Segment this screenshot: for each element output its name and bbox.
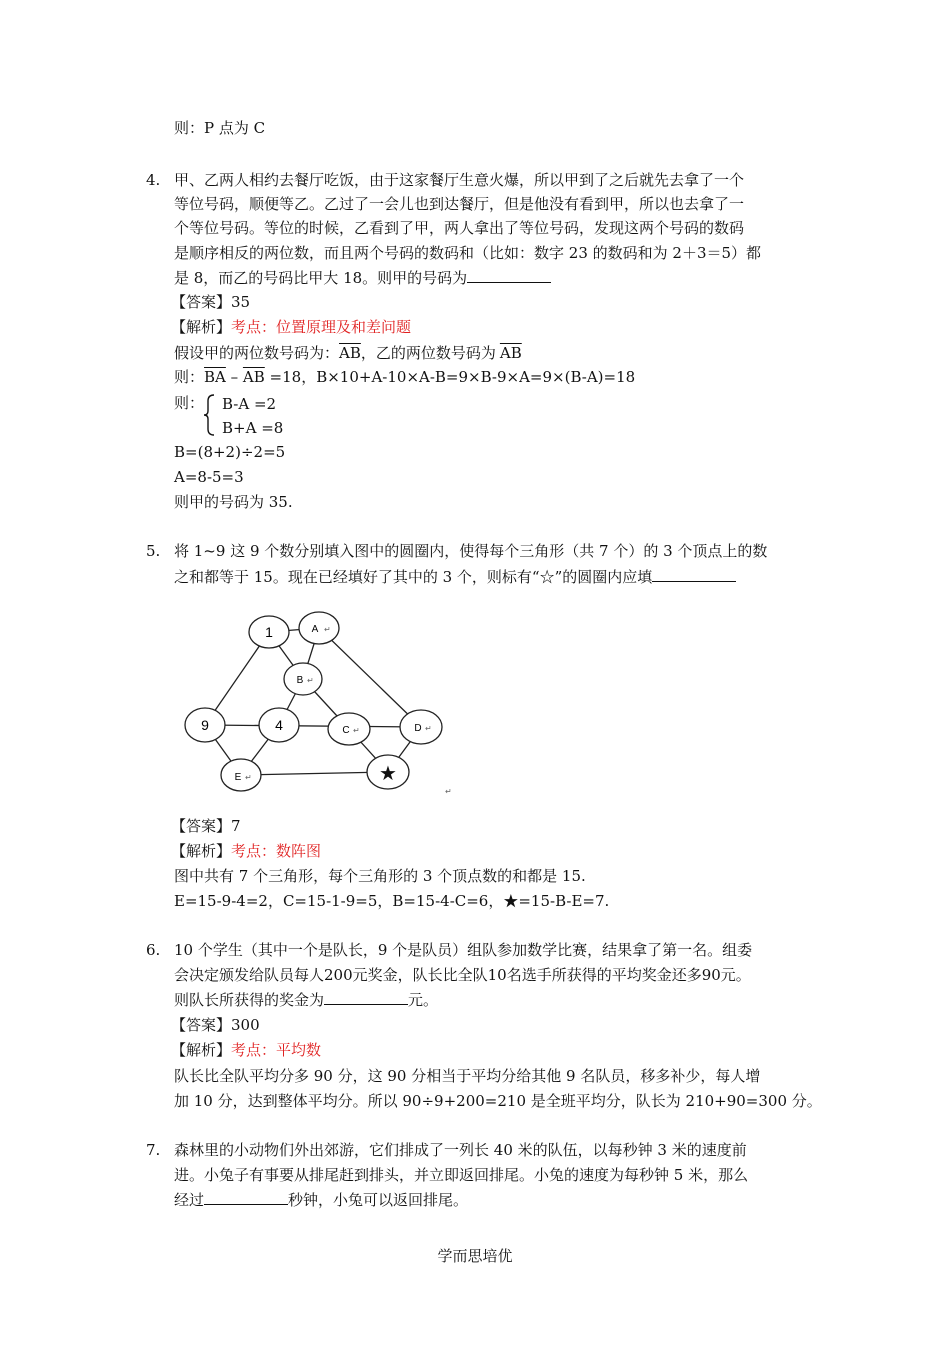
question-text-line: 个等位号码。等位的时候，乙看到了甲，两人拿出了等位号码，发现这两个号码的数码 [174, 219, 745, 237]
answer-line: 【答案】300 [171, 1016, 260, 1034]
node-label-4: 4 [275, 717, 283, 733]
question-text-line: 森林里的小动物们外出郊游，它们排成了一列长 40 米的队伍，以每秒钟 3 米的速度前 [174, 1141, 747, 1159]
question-text-line: 是顺序相反的两位数，而且两个号码的数码和（比如：数字 23 的数码和为 2＋3＝5）都 [174, 244, 762, 262]
equation-1: B-A =2 [222, 395, 277, 413]
previous-answer-line: 则：P 点为 C [174, 119, 266, 137]
question-text-line: 会决定颁发给队员每人200元奖金，队长比全队10名选手所获得的平均奖金还多90元。 [174, 966, 751, 984]
page-footer: 学而思培优 [437, 1247, 513, 1265]
answer-blank [652, 567, 736, 582]
minus-sign: – [225, 368, 243, 386]
solution-text: 假设甲的两位数号码为： [174, 344, 340, 362]
solution-line [174, 367, 635, 387]
return-mark: ↵ [324, 625, 331, 634]
answer-blank [324, 990, 408, 1005]
node-label-b: B [296, 675, 304, 686]
question-number: 4. [146, 171, 161, 189]
question-text-line: 进。小兔子有事要从排尾赶到排头，并立即返回排尾。小兔的速度为每秒钟 5 米，那么 [174, 1166, 749, 1184]
question-text-line: 将 1~9 这 9 个数分别填入图中的圆圈内，使得每个三角形（共 7 个）的 3 个顶点上的数 [174, 542, 768, 560]
return-mark: ↵ [445, 787, 452, 796]
question-text: 秒钟，小兔可以返回排尾。 [288, 1191, 469, 1209]
diagram-nodes [185, 612, 442, 791]
equation-2: B+A =8 [222, 419, 284, 437]
solution-line: B=(8+2)÷2=5 [174, 443, 286, 461]
number-ab: $\overline{AB}$ [499, 344, 522, 362]
question-text-line [174, 268, 551, 288]
analysis-line [171, 841, 321, 861]
analysis-line [171, 317, 411, 337]
node-label-a: A [311, 624, 319, 635]
answer-blank [204, 1190, 288, 1205]
node-label-1: 1 [265, 624, 273, 640]
return-mark: ↵ [353, 726, 360, 735]
solution-text: 则： [174, 368, 205, 386]
question-number: 6. [146, 941, 161, 959]
solution-line [174, 343, 522, 363]
question-text-line: 等位号码，顺便等乙。乙过了一会儿也到达餐厅，但是他没有看到甲，所以也去拿了一 [174, 195, 745, 213]
answer-blank [467, 268, 551, 283]
number-array-diagram [176, 604, 461, 800]
question-text: 元。 [408, 991, 439, 1009]
analysis-label: 【解析】 [171, 1041, 232, 1059]
number-ab: $\overline{AB}$ [242, 368, 265, 386]
solution-line: 队长比全队平均分多 90 分，这 90 分相当于平均分给其他 9 名队员，移多补少，每人增 [174, 1067, 761, 1085]
node-label-d: D [414, 723, 422, 734]
star-icon: ★ [379, 763, 397, 785]
node-label-c: C [342, 725, 350, 736]
analysis-label: 【解析】 [171, 842, 232, 860]
node-label-e: E [234, 772, 242, 783]
solution-text: ，乙的两位数号码为 [360, 344, 496, 362]
question-text-line [174, 990, 438, 1010]
question-text: 经过 [174, 1191, 205, 1209]
left-brace-icon [202, 393, 216, 437]
question-text: 是 8，而乙的号码比甲大 18。则甲的号码为 [174, 269, 468, 287]
number-ab: $\overline{AB}$ [339, 344, 361, 362]
return-mark: ↵ [307, 676, 314, 685]
answer-line: 【答案】7 [171, 817, 241, 835]
question-text-line: 甲、乙两人相约去餐厅吃饭，由于这家餐厅生意火爆，所以甲到了之后就先去拿了一个 [174, 171, 745, 189]
analysis-topic: 考点：位置原理及和差问题 [231, 318, 412, 336]
question-text-line: 10 个学生（其中一个是队长，9 个是队员）组队参加数学比赛，结果拿了第一名。组委 [174, 941, 753, 959]
analysis-line [171, 1040, 321, 1060]
question-text-line [174, 1190, 468, 1210]
question-text: 则队长所获得的奖金为 [174, 991, 325, 1009]
solution-line: E=15-9-4=2，C=15-1-9=5，B=15-4-C=6，★=15-B-E=7. [174, 892, 610, 910]
node-label-9: 9 [201, 717, 209, 733]
return-mark: ↵ [245, 773, 252, 782]
solution-line: 加 10 分，达到整体平均分。所以 90÷9+200=210 是全班平均分，队长为 210+90=300 分。 [174, 1092, 822, 1110]
analysis-topic: 考点：数阵图 [231, 842, 322, 860]
analysis-label: 【解析】 [171, 318, 232, 336]
answer-line: 【答案】35 [171, 293, 251, 311]
solution-line: A=8-5=3 [174, 468, 244, 486]
question-text-line [174, 567, 736, 587]
solution-text: =18，B×10+A-10×A-B=9×B-9×A=9×(B-A)=18 [264, 368, 636, 386]
question-text: 之和都等于 15。现在已经填好了其中的 3 个，则标有“☆”的圆圈内应填 [174, 568, 653, 586]
return-mark: ↵ [425, 724, 432, 733]
diagram-edges [205, 628, 421, 775]
solution-text: 则： [174, 394, 205, 412]
analysis-topic: 考点：平均数 [231, 1041, 322, 1059]
number-ba: $\overline{BA}$ [204, 368, 226, 386]
question-number: 5. [146, 542, 161, 560]
solution-line: 则甲的号码为 35. [174, 493, 293, 511]
solution-line: 图中共有 7 个三角形，每个三角形的 3 个顶点数的和都是 15. [174, 867, 586, 885]
question-number: 7. [146, 1141, 161, 1159]
